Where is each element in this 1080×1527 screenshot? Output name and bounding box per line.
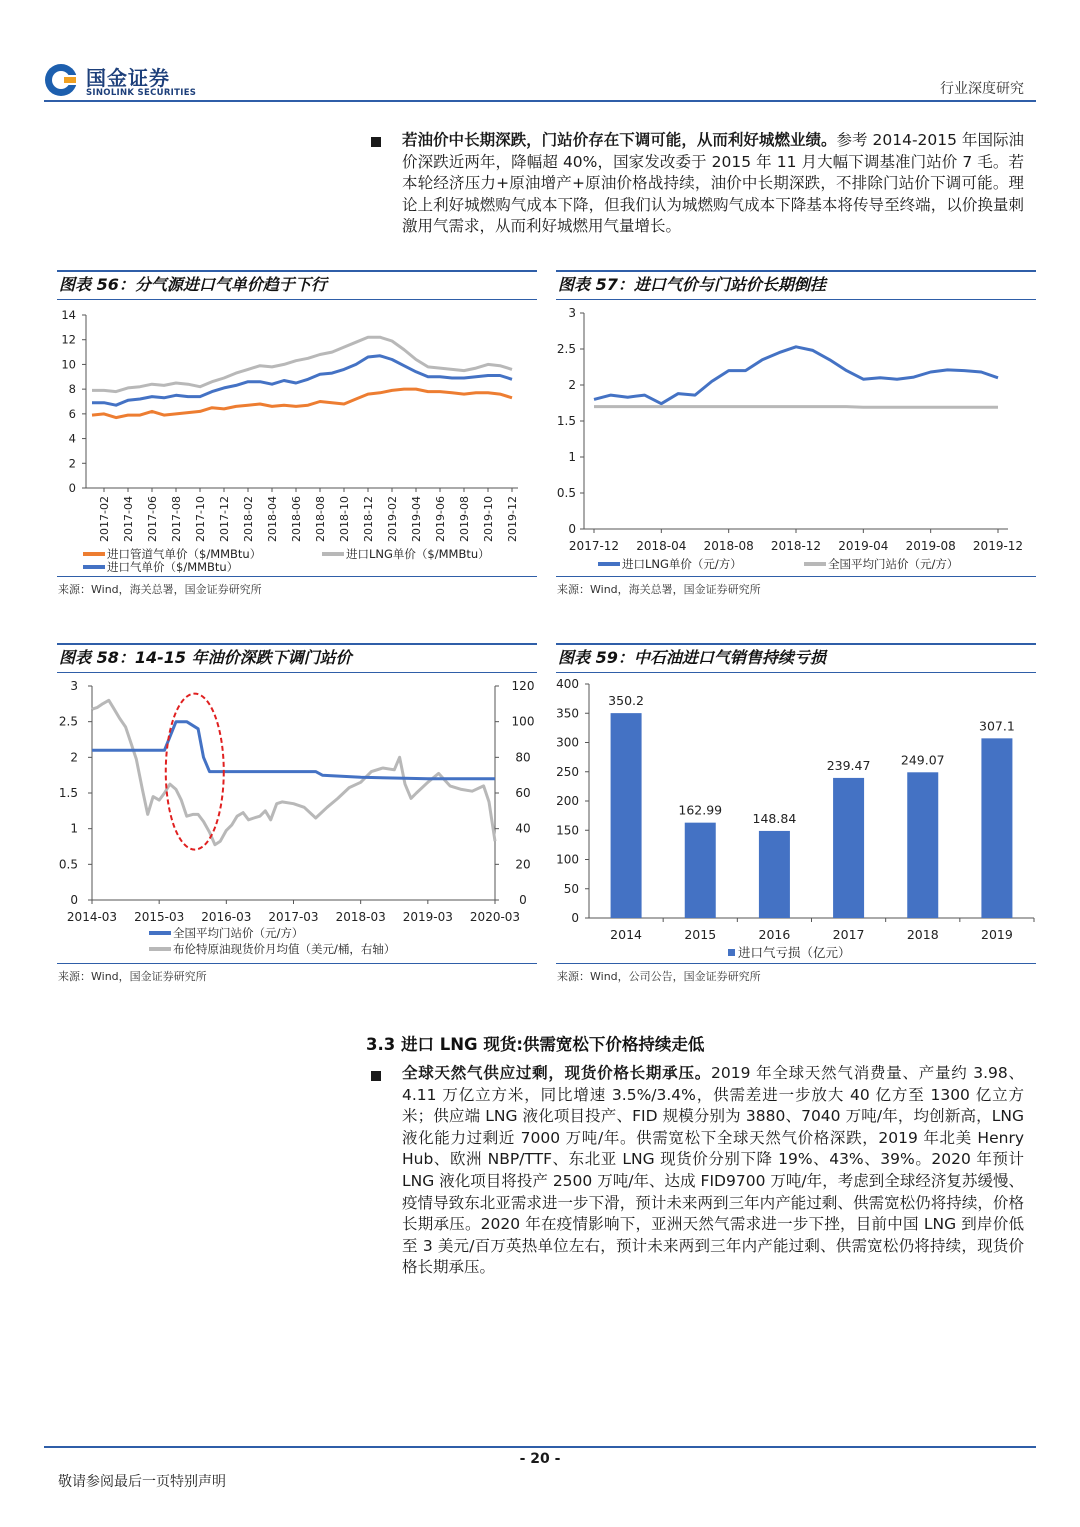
x-tick-label: 2017-04 [122, 496, 135, 542]
logo-icon [44, 63, 78, 97]
legend-citygate-price: 全国平均门站价（元/方） [828, 557, 959, 571]
x-tick-label: 2018-04 [636, 539, 687, 553]
x-tick-label: 2018-08 [703, 539, 754, 553]
y-tick-label: 10 [61, 357, 76, 372]
x-tick-label: 2016-03 [201, 910, 252, 924]
paragraph-oil-price [402, 130, 1024, 238]
figure-56-title: 图表 56：分气源进口气单价趋于下行 [59, 275, 327, 294]
y-tick-label: 1.5 [556, 414, 576, 428]
paragraph-body: 2019 年全球天然气消费量、产量约 3.98、4.11 万亿立方米，同比增速 3.5%/3.4%，供需差进一步放大 40 亿方至 1300 亿立方米；供应端 LNG 液化项目投产、FID 规模分别为 3880、7040 万吨/年，均创新高，LNG 液化能力过剩近 7000 万吨/年。供需宽松下全球天然气价格深跌，2019 年北美 Henry Hub、欧洲 NBP/TTF、东北亚 LNG 现货价分别下降 19%、43%、39%。2020 年预计 LNG 液化项目将投产 2500 万吨/年、达成 FID9700 万吨/年，考虑到全球经济复苏缓慢、疫情导致东北亚需求进一步下滑，预计未来两到三年内产能过剩、供需宽松仍将持续，价格长期承压。2020 年在疫情影响下，亚洲天然气需求进一步下挫，目前中国 LNG 到岸价低至 3 美元/百万英热单位左右，预计未来两到三年内产能过剩、供需宽松仍将持续，现货价格长期承压。 [402, 1064, 1024, 1277]
x-tick-label: 2019-12 [506, 496, 519, 542]
x-tick-label: 2017-02 [98, 496, 111, 542]
figure-title-rule [556, 299, 1036, 300]
x-tick-label: 2019-08 [458, 496, 471, 542]
page-number: - 20 - [519, 1451, 561, 1467]
legend-pipeline-gas: 进口管道气单价（$/MMBtu） [107, 547, 262, 561]
footer-disclaimer: 敬请参阅最后一页特别声明 [58, 1474, 226, 1490]
y-tick-label: 0.5 [58, 857, 78, 872]
y-tick-label: 2 [68, 456, 76, 471]
x-tick-label: 2019-03 [402, 910, 453, 924]
x-tick-label: 2018 [906, 927, 939, 942]
bar-2018 [907, 772, 938, 918]
figure-title-rule [57, 299, 537, 300]
y-right-tick-label: 100 [511, 714, 535, 729]
paragraph-lead: 全球天然气供应过剩，现货价格长期承压。 [402, 1064, 711, 1082]
y-tick-label: 0 [68, 481, 76, 495]
y-tick-label: 3 [568, 306, 576, 320]
legend-swatch [728, 949, 735, 956]
y-right-tick-label: 80 [515, 750, 531, 765]
series-line-2 [92, 356, 512, 405]
y-tick-label: 14 [61, 308, 76, 322]
bar-2016 [759, 831, 790, 918]
x-tick-label: 2016 [758, 927, 791, 942]
figure-57-title: 图表 57：进口气价与门站价长期倒挂 [558, 275, 826, 294]
bar-2014 [611, 713, 642, 918]
x-tick-label: 2017-10 [194, 496, 207, 542]
y-tick-label: 3 [70, 679, 78, 693]
y-right-tick-label: 20 [515, 857, 531, 872]
y-tick-label: 250 [556, 764, 579, 779]
figure-bottom-rule [556, 963, 1036, 964]
series-line-0 [92, 389, 512, 418]
y-tick-label: 2 [70, 750, 78, 765]
legend-imported-gas: 进口气单价（$/MMBtu） [107, 560, 239, 574]
y-right-tick-label: 0 [519, 893, 527, 907]
figure-58-title: 图表 58：14-15 年油价深跌下调门站价 [59, 648, 352, 667]
series-line-citygate [92, 722, 495, 779]
y-tick-label: 2.5 [556, 342, 576, 356]
x-tick-label: 2019-12 [972, 539, 1024, 553]
x-tick-label: 2017-03 [268, 910, 319, 924]
x-tick-label: 2018-08 [314, 496, 327, 542]
figure-56-source: 来源：Wind，海关总署，国金证券研究所 [58, 583, 262, 596]
x-tick-label: 2015 [684, 927, 717, 942]
legend-brent-price: 布伦特原油现货价月均值（美元/桶，右轴） [173, 942, 396, 956]
x-tick-label: 2015-03 [134, 910, 185, 924]
y-tick-label: 1 [70, 821, 78, 836]
y-tick-label: 300 [556, 735, 579, 750]
figure-title-rule [57, 672, 537, 673]
x-tick-label: 2017-06 [146, 496, 159, 542]
section-heading: 3.3 进口 LNG 现货:供需宽松下价格持续走低 [366, 1035, 705, 1054]
y-tick-label: 200 [556, 794, 579, 808]
figure-59-chart [556, 674, 1036, 962]
y-tick-label: 0.5 [556, 486, 576, 500]
y-right-tick-label: 120 [511, 679, 535, 693]
y-tick-label: 2.5 [58, 714, 78, 729]
x-tick-label: 2018-10 [338, 496, 351, 542]
x-tick-label: 2014 [610, 927, 642, 942]
x-tick-label: 2018-06 [290, 496, 303, 542]
x-tick-label: 2018-04 [266, 496, 279, 542]
bar-2015 [685, 823, 716, 918]
company-logo-english: SINOLINK SECURITIES [86, 88, 197, 98]
paragraph-lead: 若油价中长期深跌，门站价存在下调可能，从而利好城燃业绩。 [402, 131, 837, 149]
bar-2017 [833, 778, 864, 918]
y-tick-label: 100 [556, 852, 579, 867]
figure-bottom-rule [57, 576, 537, 577]
x-tick-label: 2019 [981, 927, 1013, 942]
legend-lng-price: 进口LNG单价（元/方） [622, 557, 742, 571]
figure-58-source: 来源：Wind，国金证券研究所 [58, 970, 207, 983]
x-tick-label: 2019-04 [410, 496, 423, 542]
figure-57-chart [556, 303, 1036, 575]
x-tick-label: 2019-08 [905, 539, 956, 553]
x-tick-label: 2017-12 [218, 496, 231, 542]
y-tick-label: 400 [556, 677, 579, 691]
paragraph-lng-spot [402, 1063, 1024, 1279]
x-tick-label: 2017-12 [568, 539, 620, 553]
y-tick-label: 350 [556, 706, 579, 721]
y-tick-label: 0 [568, 522, 576, 536]
y-tick-label: 0 [70, 893, 78, 907]
series-line-1 [594, 407, 998, 408]
figure-bottom-rule [556, 576, 1036, 577]
y-tick-label: 0 [571, 911, 579, 925]
y-tick-label: 8 [68, 382, 76, 397]
figure-57-source: 来源：Wind，海关总署，国金证券研究所 [557, 583, 761, 596]
series-line-0 [594, 347, 998, 404]
x-tick-label: 2018-03 [335, 910, 386, 924]
x-tick-label: 2019-04 [838, 539, 889, 553]
y-tick-label: 2 [568, 378, 576, 392]
x-tick-label: 2014-03 [66, 910, 118, 924]
y-tick-label: 150 [556, 823, 579, 838]
x-tick-label: 2020-03 [469, 910, 521, 924]
paragraph-body: 参考 2014-2015 年国际油价深跌近两年，降幅超 40%，国家发改委于 2015 年 11 月大幅下调基准门站价 7 毛。若本轮经济压力+原油增产+原油价格战持续，油价中长期深跌，不排除门站价下调可能。理论上利好城燃购气成本下降，但我们认为城燃购气成本下降基本将传导至终端，以价换量刺激用气需求，从而利好城燃用气量增长。 [402, 131, 1024, 236]
bar-2019 [981, 738, 1012, 918]
x-tick-label: 2017-08 [170, 496, 183, 542]
data-label-2016: 148.84 [752, 810, 797, 826]
y-tick-label: 6 [68, 406, 76, 421]
data-label-2019: 307.1 [979, 718, 1015, 734]
figure-bottom-rule [57, 963, 537, 964]
x-tick-label: 2017 [832, 927, 865, 942]
bullet-marker [371, 137, 381, 147]
x-tick-label: 2019-10 [482, 496, 495, 542]
y-right-tick-label: 60 [515, 786, 531, 800]
figure-56-chart [57, 303, 537, 575]
data-label-2015: 162.99 [678, 802, 723, 818]
x-tick-label: 2018-12 [770, 539, 822, 553]
y-tick-label: 1.5 [58, 786, 78, 800]
header-divider [44, 100, 1036, 102]
data-label-2014: 350.2 [608, 693, 644, 709]
y-tick-label: 12 [61, 332, 76, 347]
figure-59-source: 来源：Wind，公司公告，国金证券研究所 [557, 970, 761, 983]
legend-citygate-price: 全国平均门站价（元/方） [173, 926, 304, 940]
x-tick-label: 2018-02 [242, 496, 255, 542]
data-label-2018: 249.07 [900, 752, 945, 768]
y-tick-label: 1 [568, 450, 576, 464]
report-type: 行业深度研究 [940, 81, 1024, 97]
bullet-marker [371, 1071, 381, 1081]
series-line-1 [92, 337, 512, 391]
y-tick-label: 4 [68, 431, 76, 446]
x-tick-label: 2019-02 [386, 496, 399, 542]
legend-lng: 进口LNG单价（$/MMBtu） [346, 547, 490, 561]
figure-title-rule [556, 672, 1036, 673]
figure-58-chart [57, 674, 537, 962]
y-tick-label: 50 [563, 881, 579, 896]
footer-divider [44, 1446, 1036, 1448]
y-right-tick-label: 40 [515, 821, 531, 836]
legend-import-loss: 进口气亏损（亿元） [738, 945, 851, 960]
figure-59-title: 图表 59：中石油进口气销售持续亏损 [558, 648, 826, 667]
x-tick-label: 2018-12 [362, 496, 375, 542]
x-tick-label: 2019-06 [434, 496, 447, 542]
data-label-2017: 239.47 [826, 757, 871, 773]
company-logo-text: 国金证券 [86, 66, 170, 90]
